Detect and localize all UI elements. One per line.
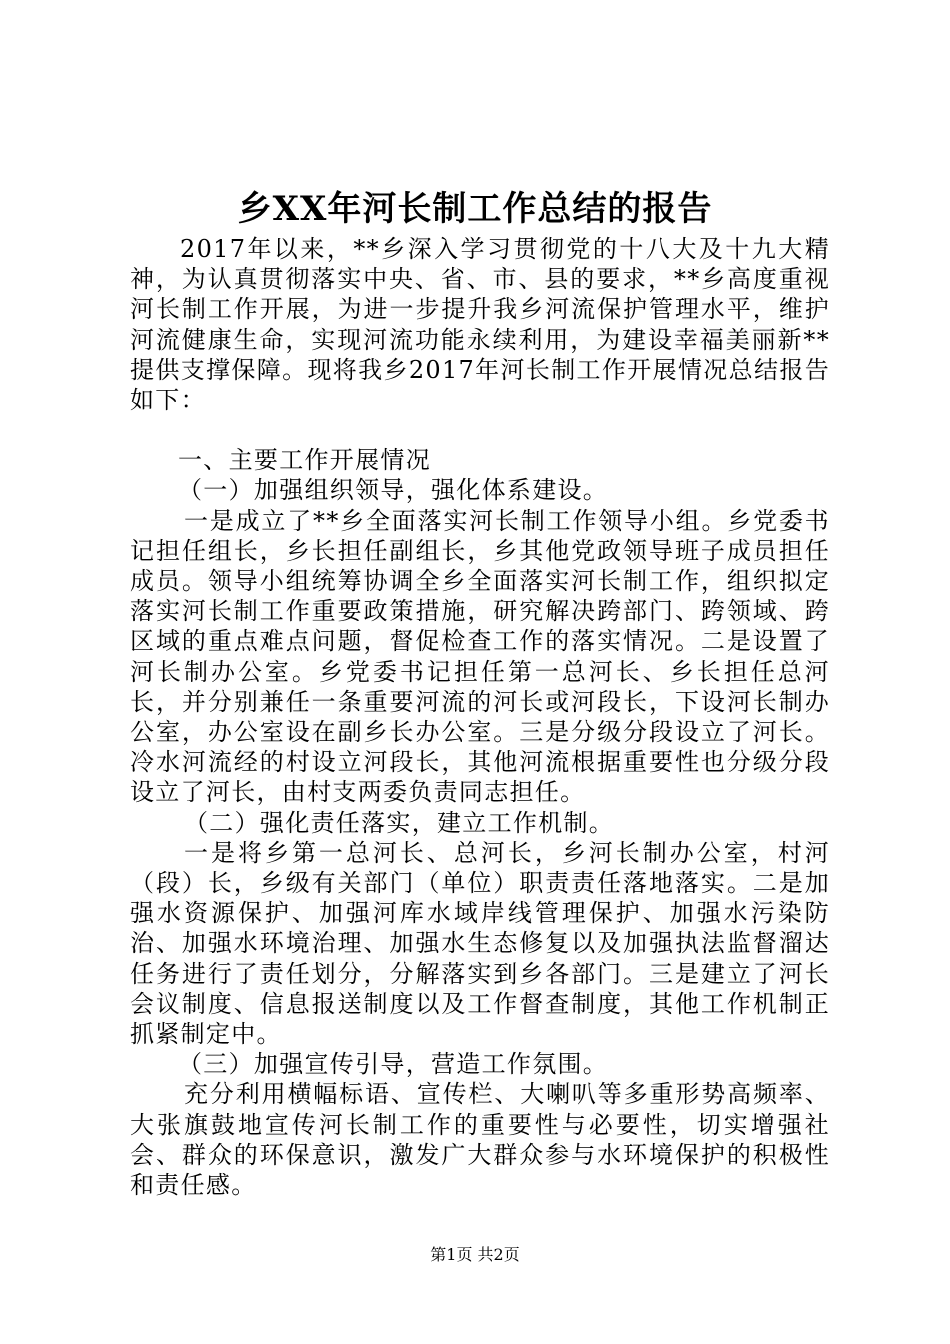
paragraph-spacer xyxy=(130,415,830,445)
subsection-body-3: 充分利用横幅标语、宣传栏、大喇叭等多重形势高频率、大张旗鼓地宣传河长制工作的重要性与必要性，切实增强社会、群众的环保意识，激发广大群众参与水环境保护的积极性和责任感。 xyxy=(130,1080,830,1200)
document-body xyxy=(130,234,830,1200)
subsection-body-1: 一是成立了**乡全面落实河长制工作领导小组。乡党委书记担任组长，乡长担任副组长，乡其他党政领导班子成员担任成员。领导小组统筹协调全乡全面落实河长制工作，组织拟定落实河长制工作重要政策措施，研究解决跨部门、跨领域、跨区域的重点难点问题，督促检查工作的落实情况。二是设置了河长制办公室。乡党委书记担任第一总河长、乡长担任总河长，并分别兼任一条重要河流的河长或河段长，下设河长制办公室，办公室设在副乡长办公室。三是分级分段设立了河长。冷水河流经的村设立河段长，其他河流根据重要性也分级分段设立了河长，由村支两委负责同志担任。 xyxy=(130,506,830,807)
document-title: 乡XX年河长制工作总结的报告 xyxy=(237,189,713,229)
subsection-heading-2: （二）强化责任落实，建立工作机制。 xyxy=(184,808,615,837)
subsection-heading-3: （三）加强宣传引导，营造工作氛围。 xyxy=(178,1050,609,1079)
subsection-heading-1: （一）加强组织领导，强化体系建设。 xyxy=(178,476,609,505)
intro-paragraph: 2017年以来，**乡深入学习贯彻党的十八大及十九大精神，为认真贯彻落实中央、省、市、县的要求，**乡高度重视河长制工作开展，为进一步提升我乡河流保护管理水平，维护河流健康生命，实现河流功能永续利用，为建设幸福美丽新**提供支撑保障。现将我乡2017年河长制工作开展情况总结报告如下： xyxy=(130,235,830,415)
subsection-body-2: 一是将乡第一总河长、总河长，乡河长制办公室，村河（段）长，乡级有关部门（单位）职责责任落地落实。二是加强水资源保护、加强河库水域岸线管理保护、加强水污染防治、加强水环境治理、加强水生态修复以及加强执法监督溜达任务进行了责任划分，分解落实到乡各部门。三是建立了河长会议制度、信息报送制度以及工作督查制度，其他工作机制正抓紧制定中。 xyxy=(130,838,830,1049)
page-footer: 第1页 共2页 xyxy=(430,1245,520,1264)
section-heading-1: 一、主要工作开展情况 xyxy=(178,446,431,475)
